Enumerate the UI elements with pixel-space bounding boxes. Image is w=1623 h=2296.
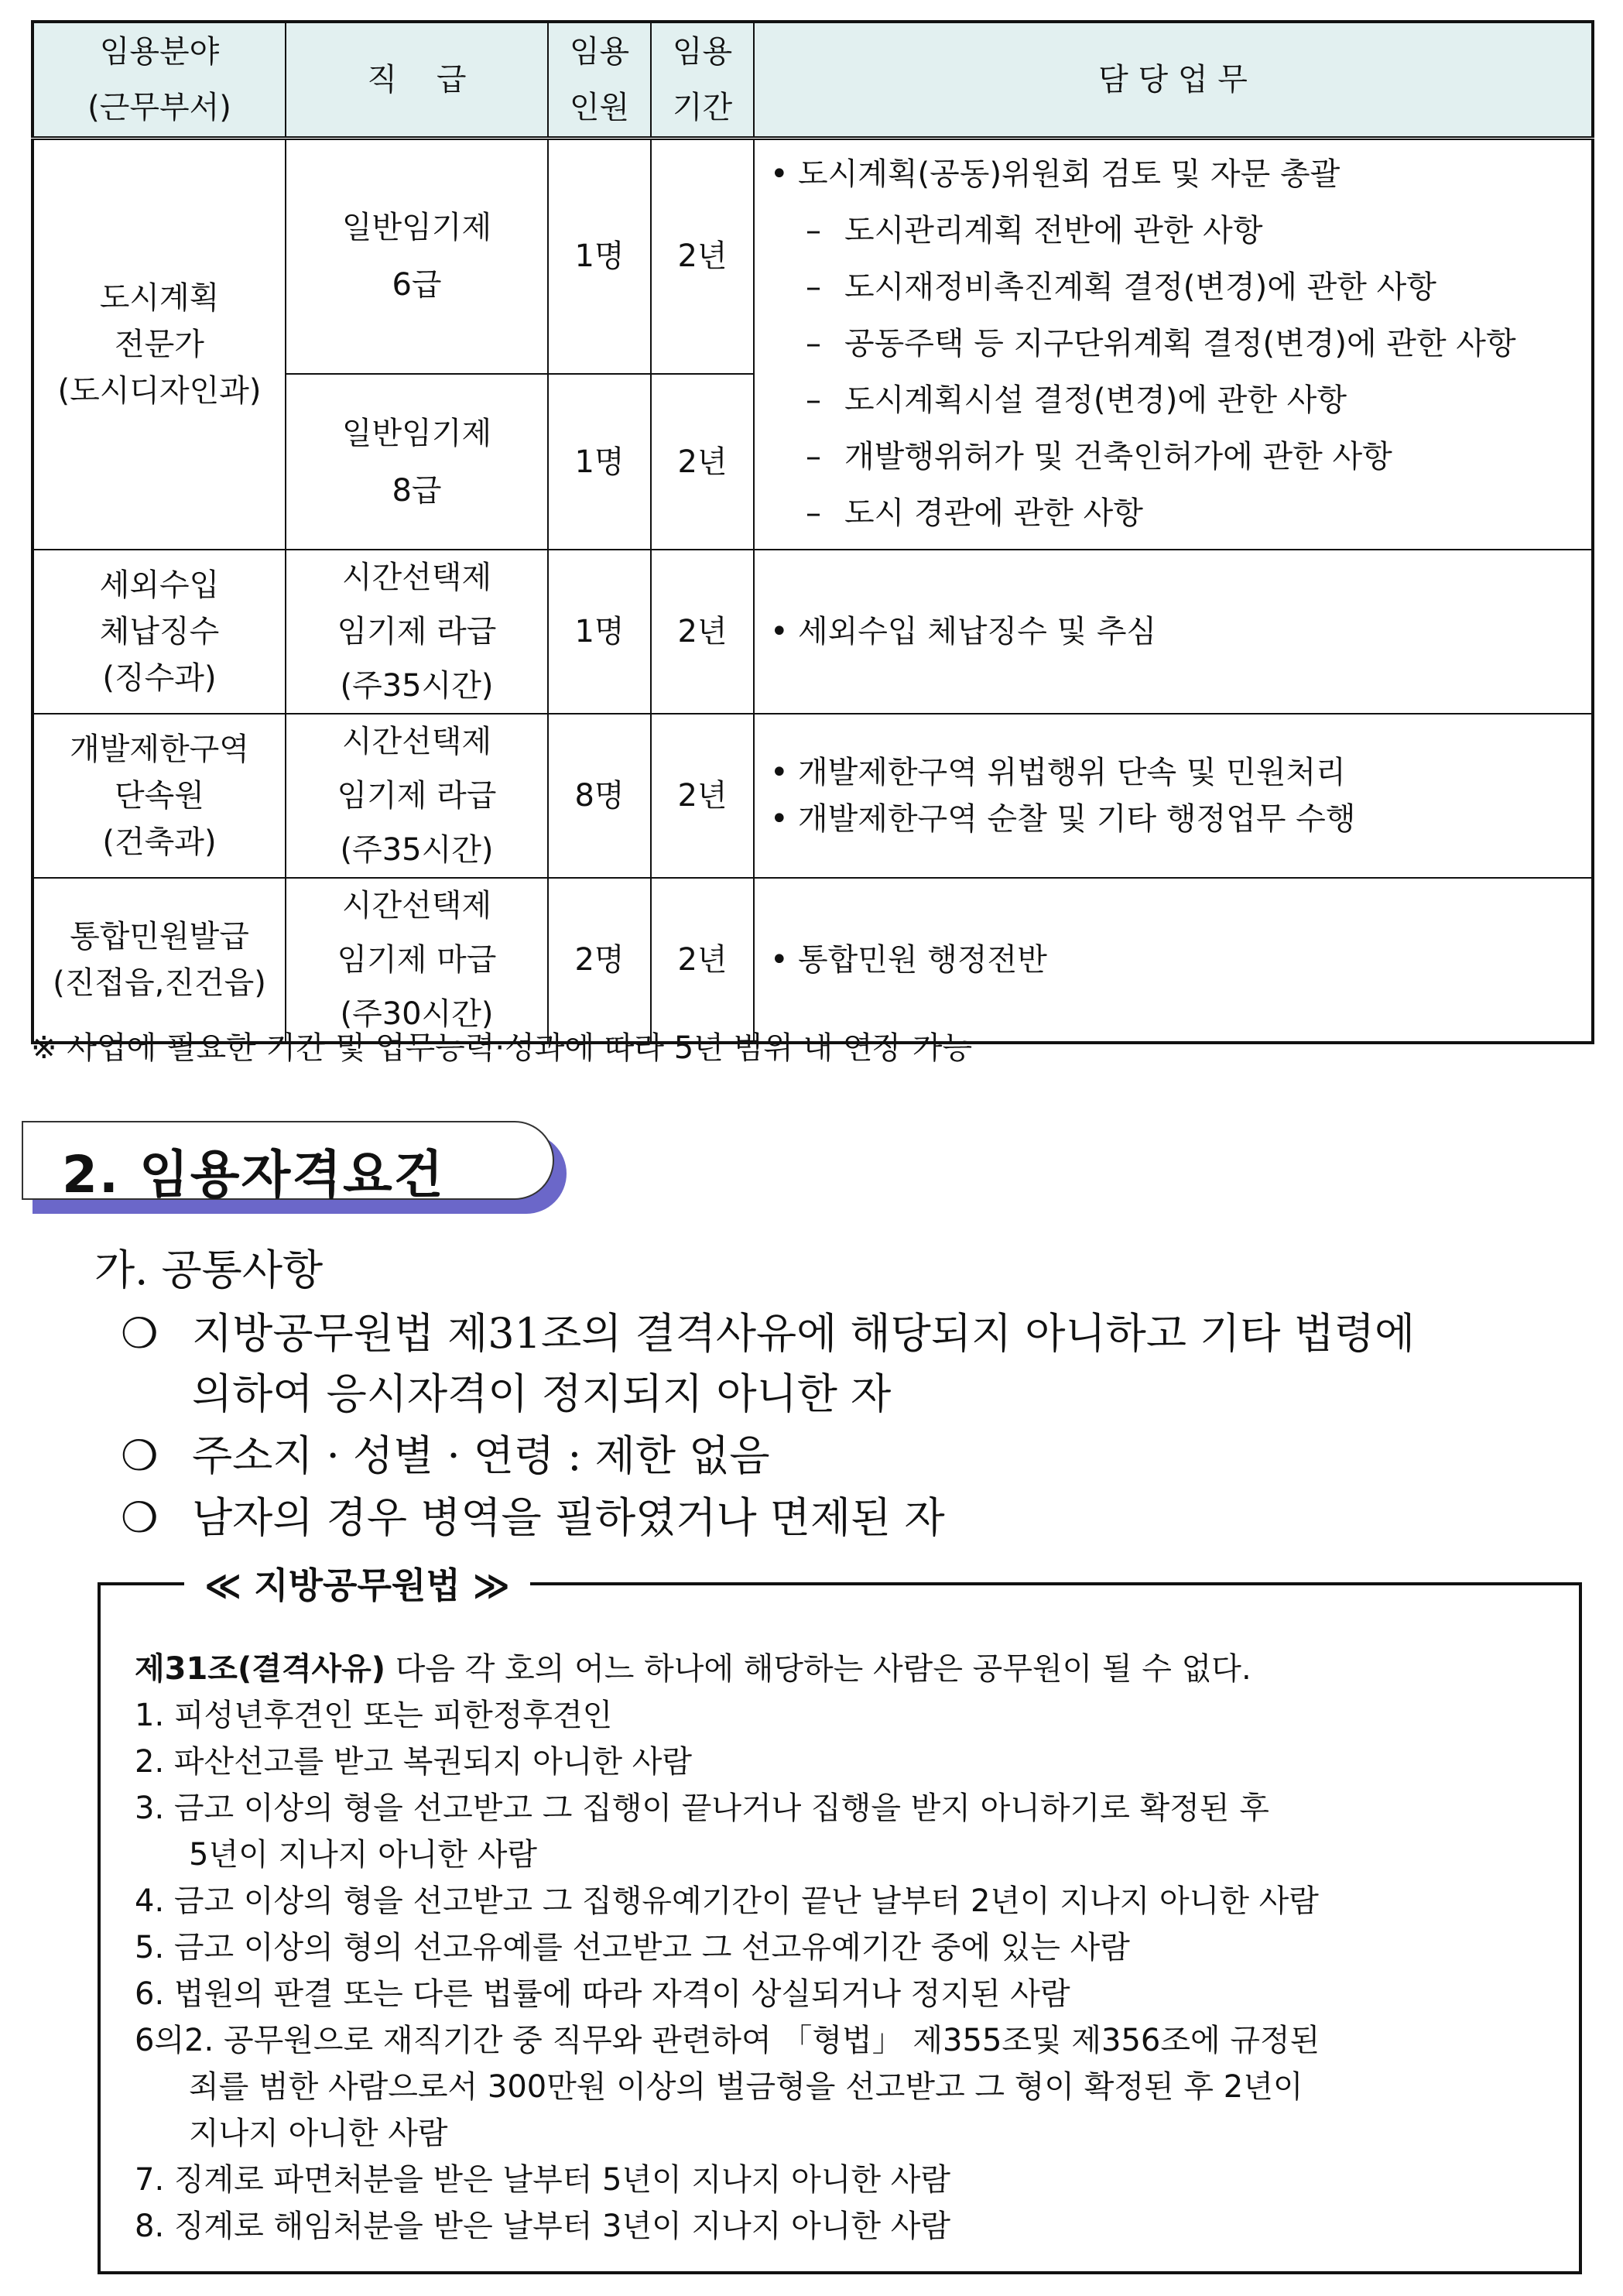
law-item-continuation: 죄를 범한 사람으로서 300만원 이상의 벌금형을 선고받고 그 형이 확정된 후 2년이 <box>189 2069 1303 2105</box>
field-cell: 세외수입 체납징수 (징수과) <box>33 550 286 714</box>
count-cell: 1명 <box>548 138 651 374</box>
law-item: 5. 금고 이상의 형의 선고유예를 선고받고 그 선고유예기간 중에 있는 사람 <box>135 1930 1130 1965</box>
law-item: 8. 징계로 해임처분을 받은 날부터 3년이 지나지 아니한 사람 <box>135 2209 951 2244</box>
count-cell: 2명 <box>548 878 651 1043</box>
bullet-icon: • <box>770 755 789 790</box>
duty-item: • 개발제한구역 순찰 및 기타 행정업무 수행 <box>770 796 1591 842</box>
duty-subitem: – 도시재정비촉진계획 결정(변경)에 관한 사항 <box>806 269 1436 306</box>
duty-item: • 도시계획(공동)위원회 검토 및 자문 총괄 <box>770 146 1591 203</box>
grade-cell: 일반임기제 8급 <box>286 374 548 550</box>
law-item: 3. 금고 이상의 형을 선고받고 그 집행이 끝나거나 집행을 받지 아니하기로 확정된 후 <box>135 1791 1269 1826</box>
header-grade: 직 급 <box>286 22 548 138</box>
requirement-item: ❍ 주소지 · 성별 · 연령 : 제한 없음 <box>121 1431 770 1480</box>
field-cell: 개발제한구역 단속원 (건축과) <box>33 714 286 878</box>
count-cell: 1명 <box>548 550 651 714</box>
section-header <box>22 1121 556 1206</box>
law-item: 2. 파산선고를 받고 복권되지 아니한 사람 <box>135 1744 692 1780</box>
law-item-continuation: 지나지 아니한 사람 <box>189 2116 448 2151</box>
bullet-icon: • <box>770 801 789 837</box>
period-cell: 2년 <box>651 878 754 1043</box>
article-title: 제31조(결격사유) <box>135 1651 386 1687</box>
law-item: 4. 금고 이상의 형을 선고받고 그 집행유예기간이 끝난 날부터 2년이 지나지 아니한 사람 <box>135 1883 1319 1919</box>
field-cell: 도시계획 전문가 (도시디자인과) <box>33 138 286 550</box>
duty-cell <box>754 138 1593 550</box>
grade-cell: 시간선택제 임기제 마급 (주30시간) <box>286 878 548 1043</box>
circle-bullet-icon: ❍ <box>121 1309 159 1358</box>
table-row <box>33 714 1593 878</box>
period-cell: 2년 <box>651 550 754 714</box>
duty-subitem: – 도시계획시설 결정(변경)에 관한 사항 <box>806 382 1347 419</box>
article-heading: 제31조(결격사유) 다음 각 호의 어느 하나에 해당하는 사람은 공무원이 될 수 없다. <box>135 1651 1251 1687</box>
duty-subitem: – 도시 경관에 관한 사항 <box>806 495 1143 532</box>
duty-subitem: – 공동주택 등 지구단위계획 결정(변경)에 관한 사항 <box>806 326 1516 362</box>
extension-note: ※ 사업에 필요한 기간 및 업무능력·성과에 따라 5년 범위 내 연장 가능 <box>31 1030 973 1066</box>
law-item: 6의2. 공무원으로 재직기간 중 직무와 관련하여 「형법」 제355조및 제356조에 규정된 <box>135 2023 1320 2058</box>
duty-subitem: – 개발행위허가 및 건축인허가에 관한 사항 <box>806 439 1392 475</box>
period-cell: 2년 <box>651 714 754 878</box>
law-box-title: ≪ 지방공무원법 ≫ <box>184 1558 530 1609</box>
requirement-item: ❍ 지방공무원법 제31조의 결격사유에 해당되지 아니하고 기타 법령에 <box>121 1309 1416 1358</box>
header-count: 임용 인원 <box>548 22 651 138</box>
section-title: 2. 임용자격요건 <box>62 1145 445 1205</box>
duty-item: • 세외수입 체납징수 및 추심 <box>770 604 1591 660</box>
bullet-icon: • <box>770 156 789 193</box>
header-duty: 담 당 업 무 <box>754 22 1593 138</box>
law-item: 1. 피성년후견인 또는 피한정후견인 <box>135 1698 613 1733</box>
period-cell: 2년 <box>651 138 754 374</box>
bullet-icon: • <box>770 941 789 978</box>
law-item: 6. 법원의 판결 또는 다른 법률에 따라 자격이 상실되거나 정지된 사람 <box>135 1976 1070 2012</box>
field-cell: 통합민원발급 (진접읍,진건읍) <box>33 878 286 1043</box>
grade-cell: 시간선택제 임기제 라급 (주35시간) <box>286 550 548 714</box>
duty-cell <box>754 878 1593 1043</box>
count-cell: 1명 <box>548 374 651 550</box>
common-heading: 가. 공통사항 <box>94 1246 324 1294</box>
recruitment-table <box>31 20 1594 1044</box>
grade-cell: 일반임기제 6급 <box>286 138 548 374</box>
table-row <box>33 550 1593 714</box>
circle-bullet-icon: ❍ <box>121 1431 159 1480</box>
duty-cell <box>754 714 1593 878</box>
duty-subitem: – 도시관리계획 전반에 관한 사항 <box>806 213 1263 249</box>
table-header-row <box>33 22 1593 138</box>
requirement-item: ❍ 남자의 경우 병역을 필하였거나 면제된 자 <box>121 1493 945 1542</box>
table-row <box>33 878 1593 1043</box>
duty-cell <box>754 550 1593 714</box>
count-cell: 8명 <box>548 714 651 878</box>
table-row <box>33 138 1593 374</box>
duty-item: • 통합민원 행정전반 <box>770 932 1591 989</box>
period-cell: 2년 <box>651 374 754 550</box>
law-item-continuation: 5년이 지나지 아니한 사람 <box>189 1837 537 1873</box>
requirement-continuation: 의하여 응시자격이 정지되지 아니한 자 <box>192 1369 892 1418</box>
duty-item: • 개발제한구역 위법행위 단속 및 민원처리 <box>770 749 1591 796</box>
law-item: 7. 징계로 파면처분을 받은 날부터 5년이 지나지 아니한 사람 <box>135 2162 951 2198</box>
header-field: 임용분야 (근무부서) <box>33 22 286 138</box>
grade-cell: 시간선택제 임기제 라급 (주35시간) <box>286 714 548 878</box>
header-period: 임용 기간 <box>651 22 754 138</box>
header-tab <box>22 1121 554 1205</box>
circle-bullet-icon: ❍ <box>121 1493 159 1542</box>
bullet-icon: • <box>770 613 789 649</box>
